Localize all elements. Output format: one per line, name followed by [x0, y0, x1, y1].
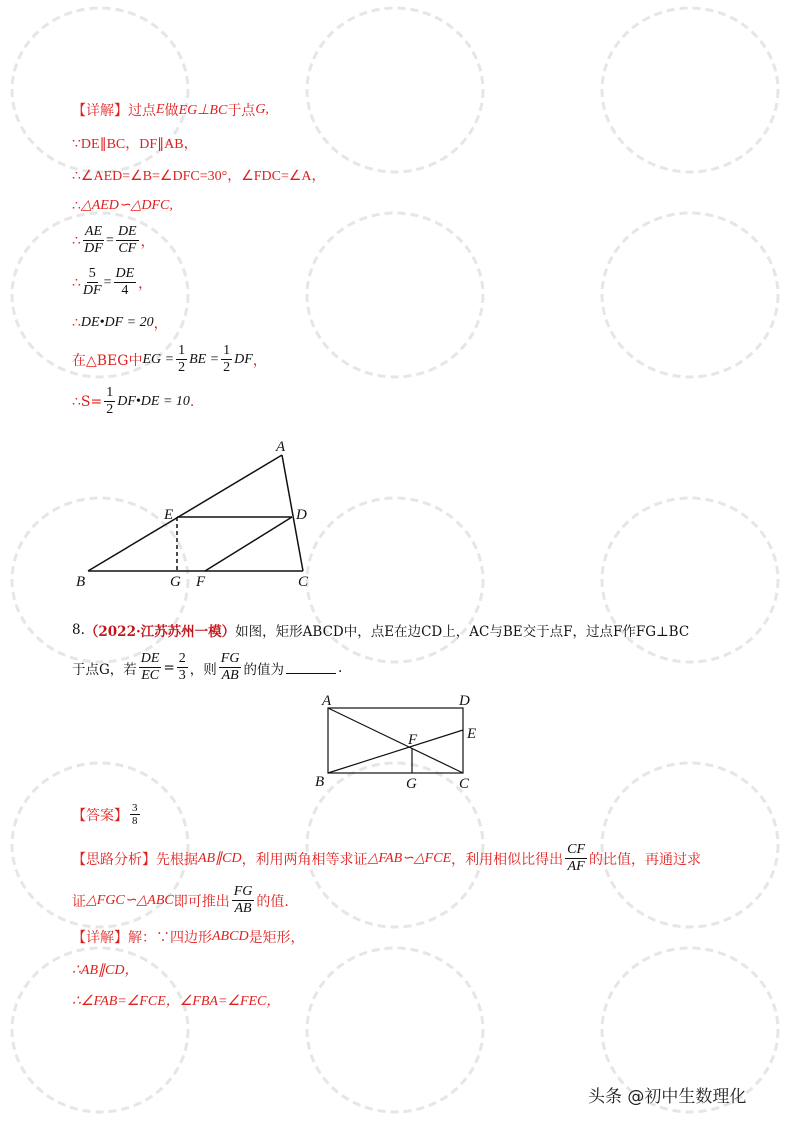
analysis-line-2: 证 △FGC∽△ABC 即可推出 $\frac{FG}{AB}$ 的值.: [72, 884, 289, 916]
label-E: E: [467, 726, 477, 742]
answer-line: 【答案】 $\frac{3}{8}$: [72, 802, 138, 827]
label-E: E: [164, 507, 174, 523]
detail-line-8: 在△BEG中 EG = $\frac{1}{2}$ BE = $\frac{1}{2}$ DF ，: [72, 343, 267, 375]
label-B: B: [76, 574, 86, 590]
detail-line-2: ∵DE∥BC，DF∥AB，: [72, 137, 198, 152]
problem-8-line-2: 于点G，若 $\frac{DE}{EC}$ = $\frac{2}{3}$ ，则 $\frac{FG}{AB}$ 的值为 .: [72, 651, 343, 683]
label-F: F: [408, 732, 418, 748]
detail-line-3: ∴∠AED=∠B=∠DFC=30°，∠FDC=∠A，: [72, 169, 326, 184]
label-C: C: [459, 776, 470, 792]
label-D: D: [296, 507, 307, 523]
detail2-line-2: ∴AB∥CD，: [72, 963, 139, 978]
detail-line-5: ∴ $\frac{AE}{DF}$ = $\frac{DE}{CF}$ ，: [72, 224, 155, 256]
label-B: B: [315, 774, 325, 790]
problem-8-line-1: 8. （2022·江苏苏州一模） 如图，矩形ABCD中，点E在边CD上，AC与BE交于点F，过点F作FG⊥BC: [72, 622, 690, 640]
detail-line-9: ∴S= $\frac{1}{2}$ DF•DE = 10 .: [72, 385, 195, 417]
segment-AC: [328, 708, 463, 773]
label-F: F: [196, 574, 206, 590]
label-D: D: [459, 693, 470, 709]
segment-BE: [328, 730, 463, 773]
detail-line-1: 【详解】 过点 E 做 EG⊥BC 于点 G,: [72, 102, 269, 119]
label-G: G: [406, 776, 417, 792]
label-A: A: [322, 693, 332, 709]
label-A: A: [276, 439, 286, 455]
detail-line-6: ∴ $\frac{5}{DF}$ = $\frac{DE}{4}$ ，: [72, 266, 153, 298]
watermark-circle: [307, 948, 483, 1112]
label-G: G: [170, 574, 181, 590]
footer-attribution: 头条 @初中生数理化: [588, 1087, 747, 1107]
detail-line-7: ∴ DE•DF = 20 ，: [72, 315, 168, 332]
detail2-line-1: 【详解】 解：∵四边形 ABCD 是矩形，: [72, 929, 305, 946]
analysis-line-1: 【思路分析】 先根据 AB∥CD ，利用两角相等求证 △FAB∽△FCE ，利用相似比得出 $\frac{CF}{AF}$ 的比值，再通过求: [72, 842, 702, 874]
detail-line-4: ∴ △AED∽△DFC,: [72, 197, 173, 214]
detail2-line-3: ∴∠FAB=∠FCE，∠FBA=∠FEC，: [72, 994, 281, 1009]
label-C: C: [298, 574, 309, 590]
